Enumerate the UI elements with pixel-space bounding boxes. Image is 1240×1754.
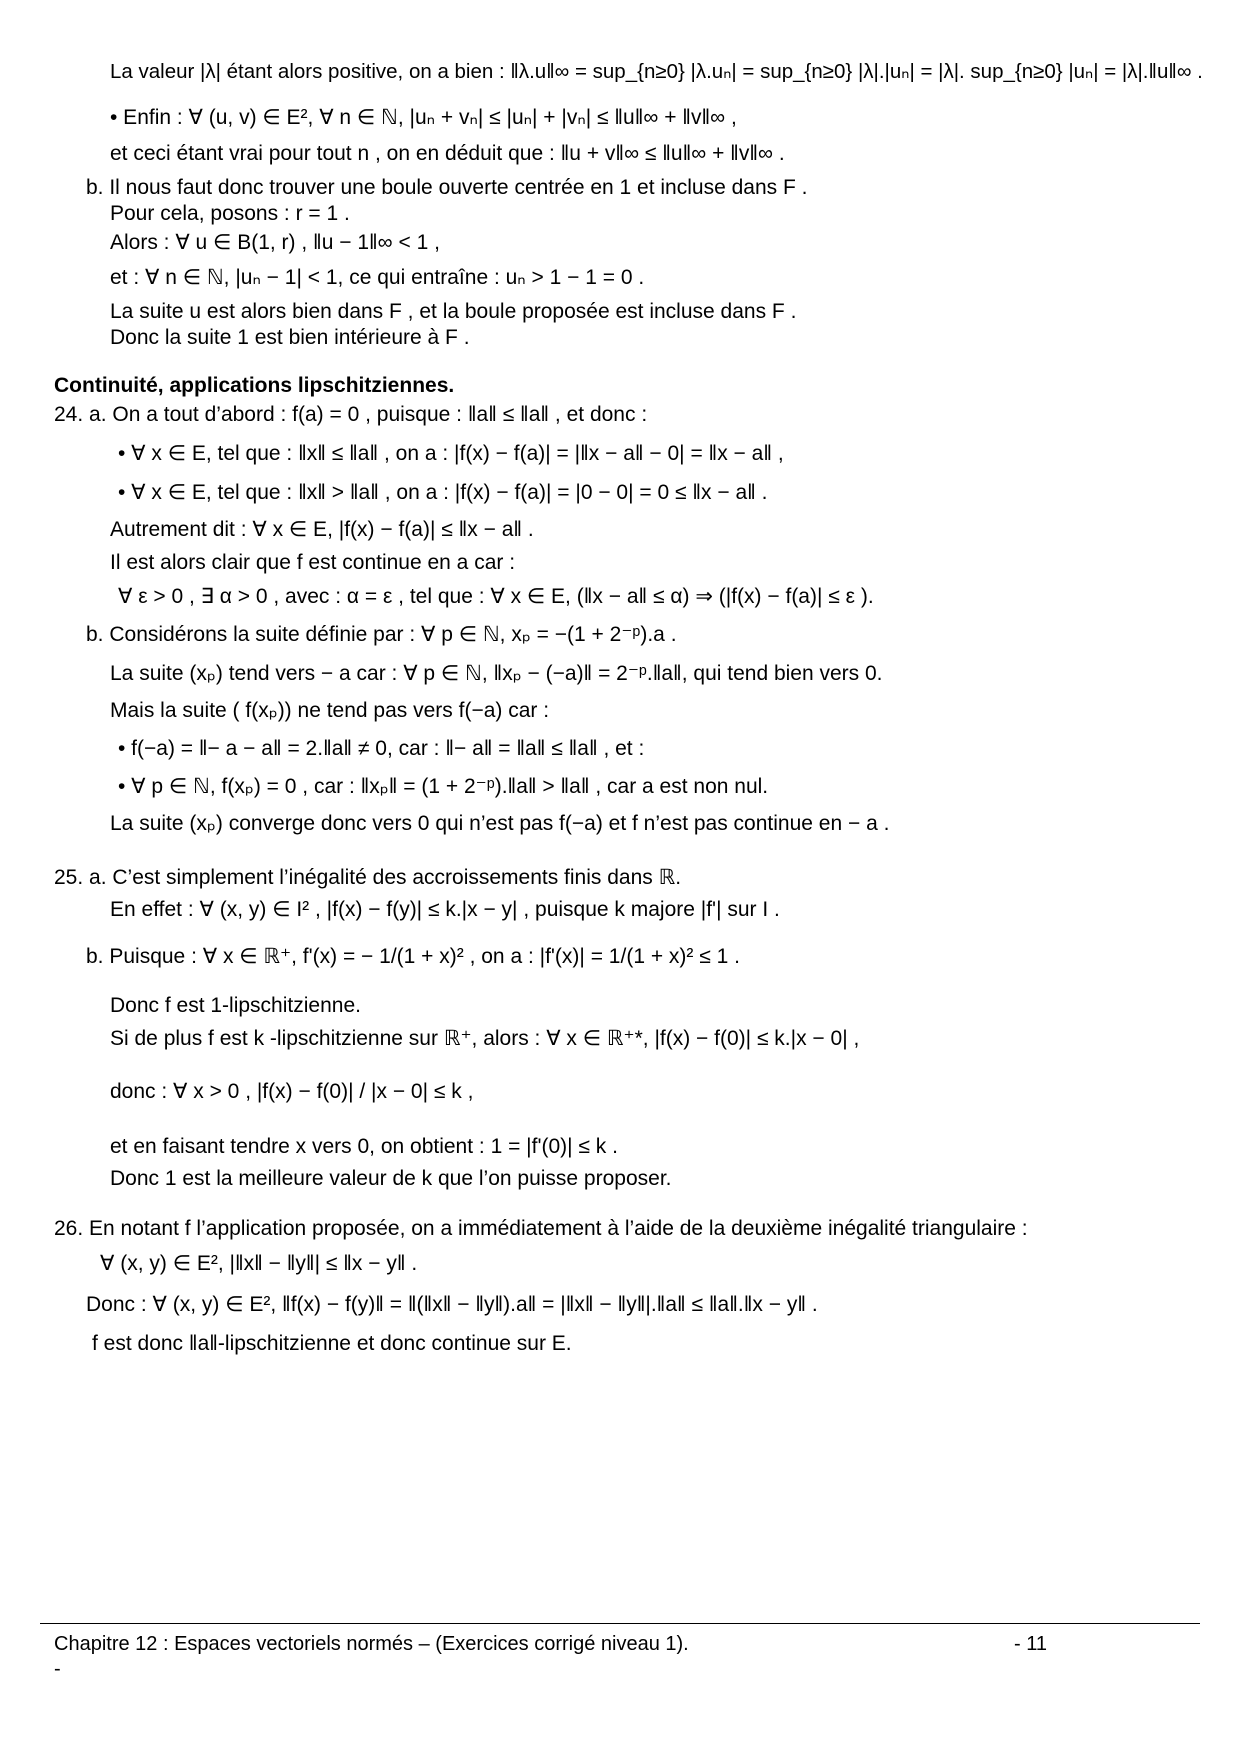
- text-line: ∀ ε > 0 , ∃ α > 0 , avec : α = ε , tel que : ∀ x ∈ E, (‖x − a‖ ≤ α) ⇒ (|f(x) − f(a)| ≤ ε ).: [118, 585, 874, 608]
- text-line: Si de plus f est k -lipschitzienne sur ℝ⁺, alors : ∀ x ∈ ℝ⁺*, |f(x) − f(0)| ≤ k.|x − 0| ,: [110, 1027, 860, 1050]
- text-line: • Enfin : ∀ (u, v) ∈ E², ∀ n ∈ ℕ, |uₙ + vₙ| ≤ |uₙ| + |vₙ| ≤ ‖u‖∞ + ‖v‖∞ ,: [110, 106, 737, 129]
- text-line: La suite (xₚ) tend vers − a car : ∀ p ∈ ℕ, ‖xₚ − (−a)‖ = 2⁻ᵖ.‖a‖, qui tend bien vers 0.: [110, 662, 883, 685]
- text-line: Mais la suite ( f(xₚ)) ne tend pas vers f(−a) car :: [110, 699, 550, 722]
- footer-chapter: Chapitre 12 : Espaces vectoriels normés – (Exercices corrigé niveau 1).: [54, 1633, 689, 1655]
- text-line: Alors : ∀ u ∈ B(1, r) , ‖u − 1‖∞ < 1 ,: [110, 231, 440, 254]
- text-line: Donc la suite 1 est bien intérieure à F .: [110, 326, 470, 349]
- text-line: b. Considérons la suite définie par : ∀ p ∈ ℕ, xₚ = −(1 + 2⁻ᵖ).a .: [86, 623, 677, 646]
- text-line: Donc f est 1-lipschitzienne.: [110, 994, 361, 1017]
- footer-divider: [40, 1623, 1200, 1624]
- footer-dash: -: [54, 1658, 61, 1680]
- text-line: • ∀ x ∈ E, tel que : ‖x‖ > ‖a‖ , on a : |f(x) − f(a)| = |0 − 0| = 0 ≤ ‖x − a‖ .: [118, 481, 768, 504]
- text-line: et en faisant tendre x vers 0, on obtient : 1 = |f'(0)| ≤ k .: [110, 1135, 618, 1158]
- text-line: 26. En notant f l’application proposée, on a immédiatement à l’aide de la deuxième inégalité triangulaire :: [54, 1217, 1028, 1240]
- text-line: Donc 1 est la meilleure valeur de k que l’on puisse proposer.: [110, 1167, 672, 1190]
- text-line: Autrement dit : ∀ x ∈ E, |f(x) − f(a)| ≤ ‖x − a‖ .: [110, 518, 534, 541]
- text-line: La valeur |λ| étant alors positive, on a bien : ‖λ.u‖∞ = sup_{n≥0} |λ.uₙ| = sup_{n≥0} |λ|.|uₙ| = |λ|. sup_{n≥0} |uₙ| = |λ|.‖u‖∞ .: [110, 60, 1203, 83]
- text-line: Donc : ∀ (x, y) ∈ E², ‖f(x) − f(y)‖ = ‖(‖x‖ − ‖y‖).a‖ = |‖x‖ − ‖y‖|.‖a‖ ≤ ‖a‖.‖x − y‖ .: [86, 1293, 818, 1316]
- text-line: 25. a. C’est simplement l’inégalité des accroissements finis dans ℝ.: [54, 866, 682, 889]
- text-line: donc : ∀ x > 0 , |f(x) − f(0)| / |x − 0| ≤ k ,: [110, 1080, 474, 1103]
- text-line: • ∀ x ∈ E, tel que : ‖x‖ ≤ ‖a‖ , on a : |f(x) − f(a)| = |‖x − a‖ − 0| = ‖x − a‖ ,: [118, 442, 784, 465]
- text-line: • f(−a) = ‖− a − a‖ = 2.‖a‖ ≠ 0, car : ‖− a‖ = ‖a‖ ≤ ‖a‖ , et :: [118, 737, 645, 760]
- text-line: et ceci étant vrai pour tout n , on en déduit que : ‖u + v‖∞ ≤ ‖u‖∞ + ‖v‖∞ .: [110, 142, 785, 165]
- text-line: et : ∀ n ∈ ℕ, |uₙ − 1| < 1, ce qui entraîne : uₙ > 1 − 1 = 0 .: [110, 266, 645, 289]
- text-line: b. Il nous faut donc trouver une boule ouverte centrée en 1 et incluse dans F .: [86, 176, 808, 199]
- text-line: En effet : ∀ (x, y) ∈ I² , |f(x) − f(y)| ≤ k.|x − y| , puisque k majore |f'| sur I .: [110, 898, 780, 921]
- text-line: • ∀ p ∈ ℕ, f(xₚ) = 0 , car : ‖xₚ‖ = (1 + 2⁻ᵖ).‖a‖ > ‖a‖ , car a est non nul.: [118, 775, 769, 798]
- footer-page-number: - 11: [1014, 1633, 1047, 1655]
- text-line: 24. a. On a tout d’abord : f(a) = 0 , puisque : ‖a‖ ≤ ‖a‖ , et donc :: [54, 403, 648, 426]
- section-heading: Continuité, applications lipschitziennes.: [54, 374, 455, 397]
- text-line: f est donc ‖a‖-lipschitzienne et donc continue sur E.: [92, 1332, 572, 1355]
- text-line: b. Puisque : ∀ x ∈ ℝ⁺, f'(x) = − 1/(1 + x)² , on a : |f'(x)| = 1/(1 + x)² ≤ 1 .: [86, 945, 740, 968]
- text-line: La suite (xₚ) converge donc vers 0 qui n’est pas f(−a) et f n’est pas continue en − a .: [110, 812, 890, 835]
- text-line: Il est alors clair que f est continue en a car :: [110, 551, 516, 574]
- text-line: La suite u est alors bien dans F , et la boule proposée est incluse dans F .: [110, 300, 797, 323]
- text-line: Pour cela, posons : r = 1 .: [110, 202, 350, 225]
- text-line: ∀ (x, y) ∈ E², |‖x‖ − ‖y‖| ≤ ‖x − y‖ .: [100, 1252, 418, 1275]
